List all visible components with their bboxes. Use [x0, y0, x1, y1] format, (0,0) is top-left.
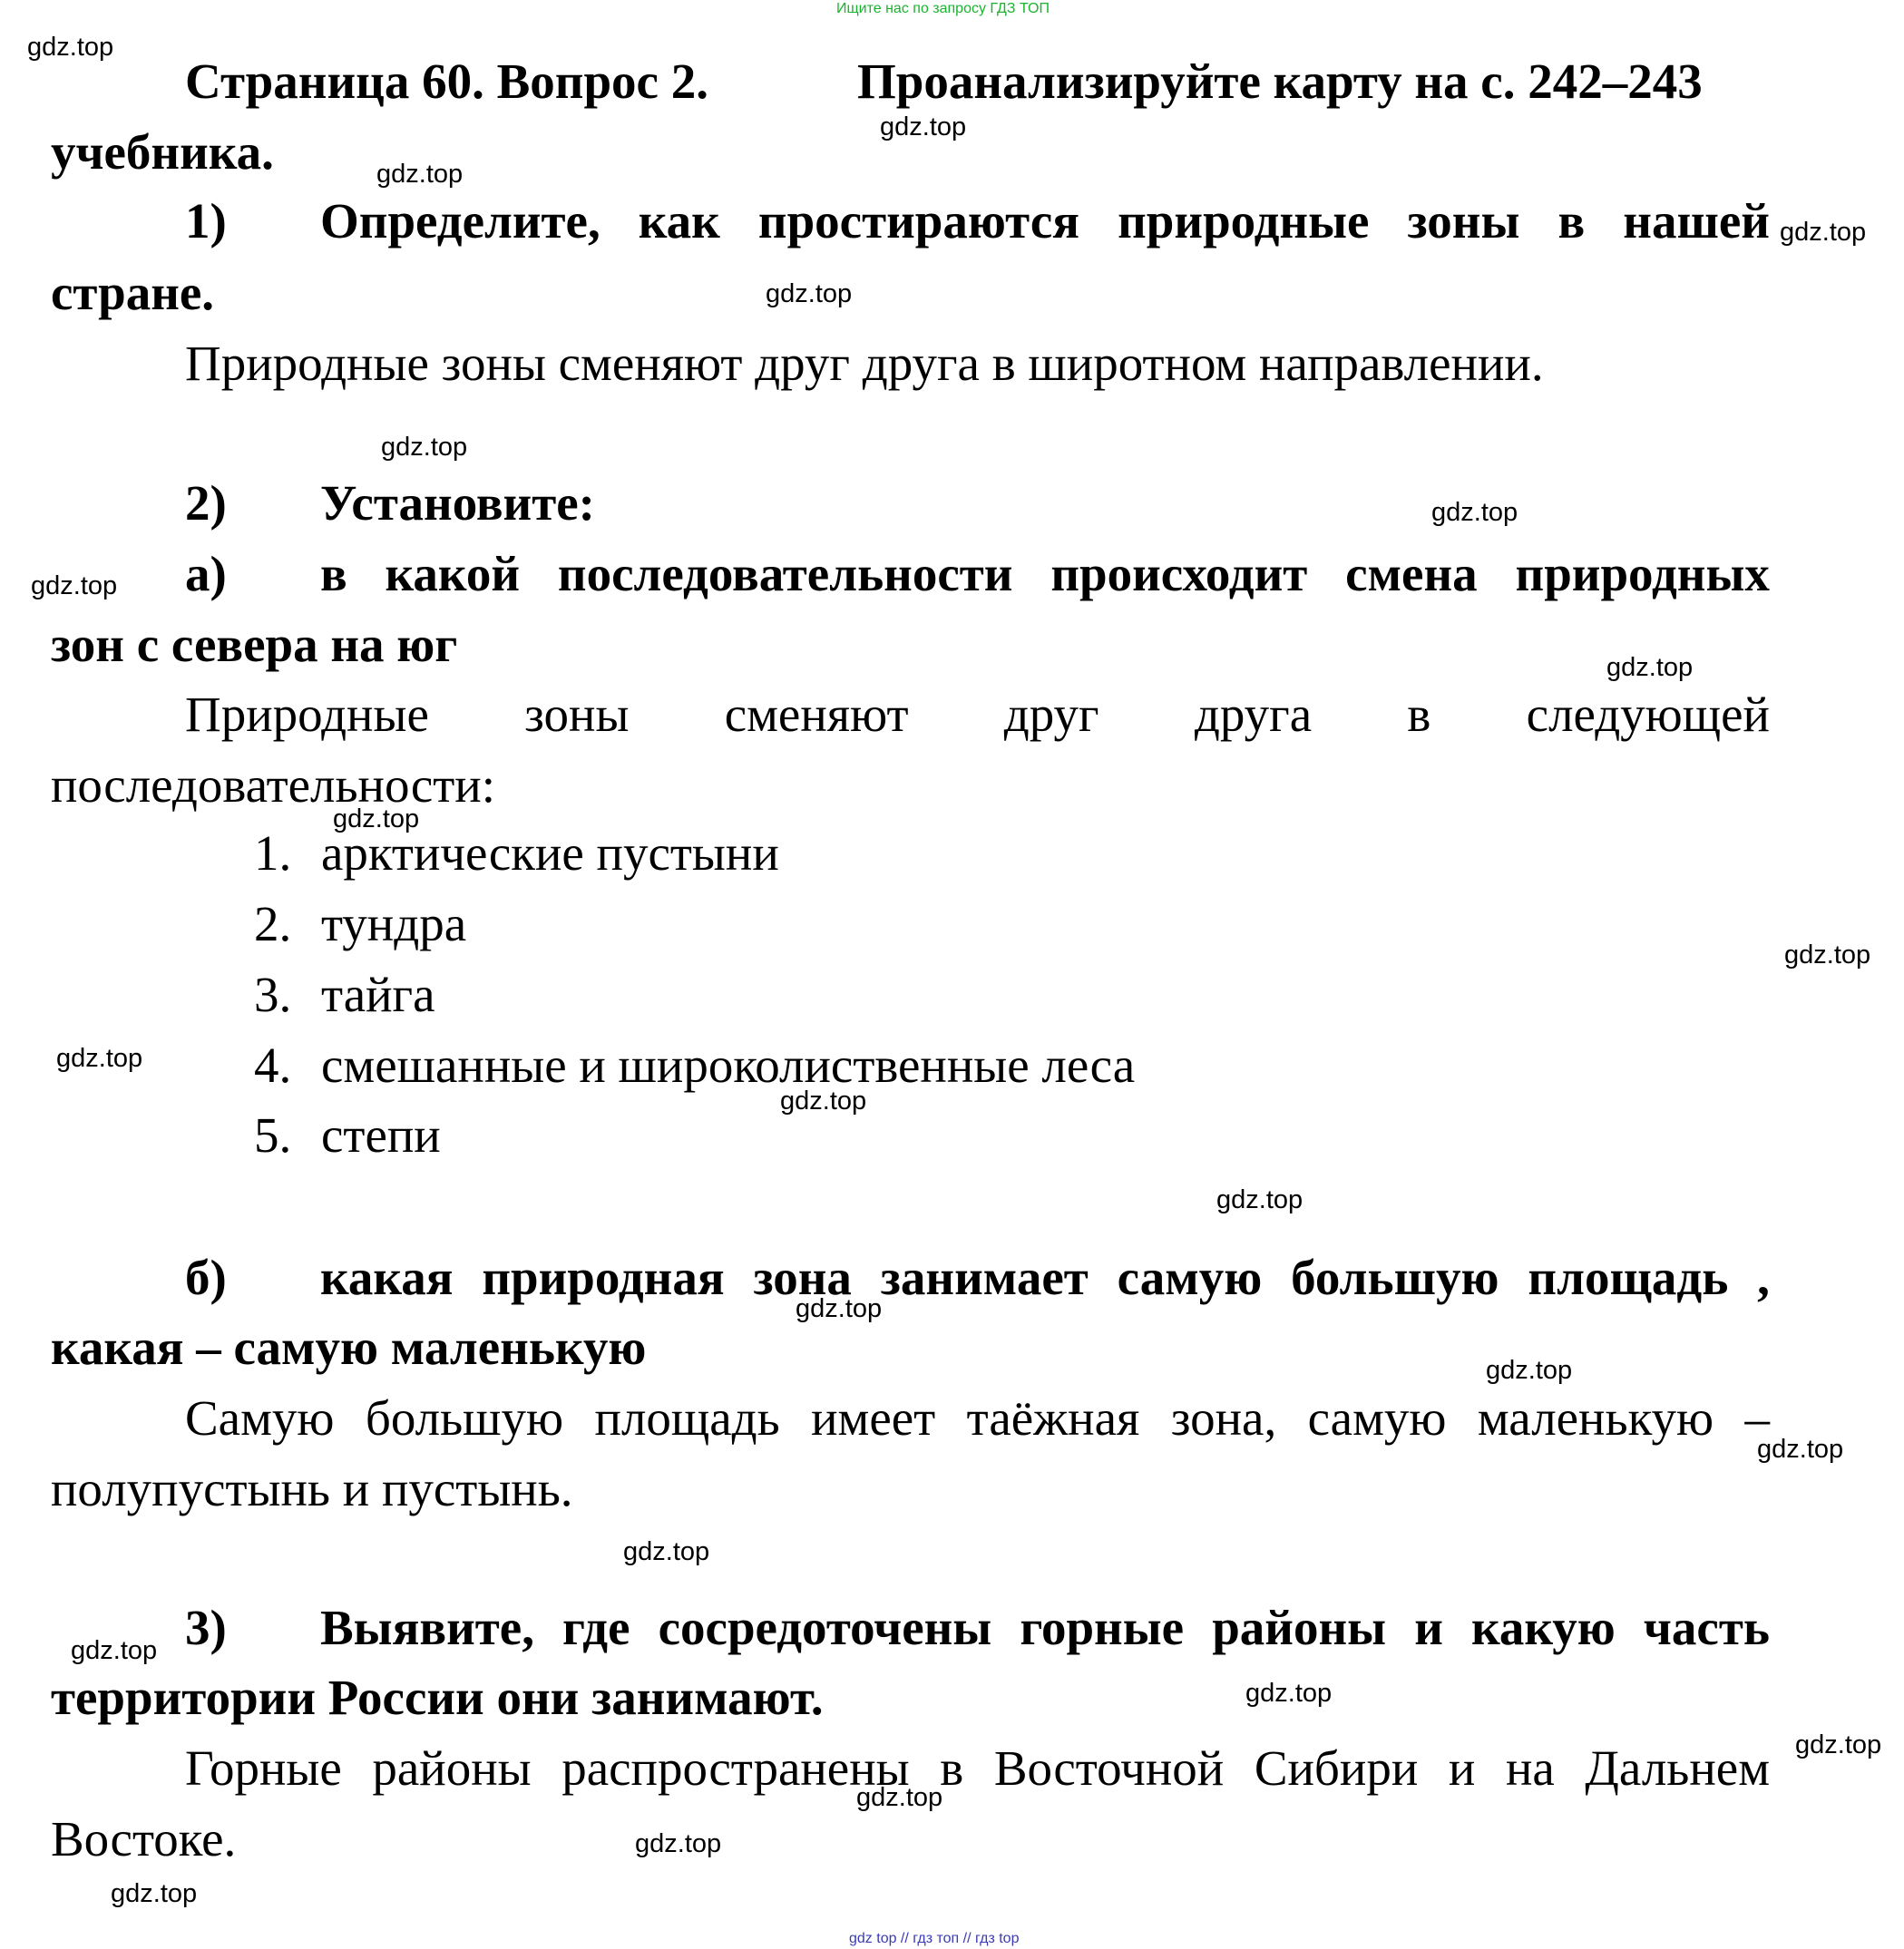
a2a-word: сменяют — [724, 687, 909, 742]
a3-word: Восточной — [993, 1740, 1225, 1796]
watermark: gdz.top — [381, 433, 468, 462]
list-item-text: арктические пустыни — [321, 825, 779, 881]
q2a-word: последовательности — [557, 546, 1013, 601]
list-item-text: тайга — [321, 967, 435, 1022]
a3-word: распространены — [561, 1740, 910, 1796]
a2a-cont: последовательности: — [51, 757, 496, 813]
list-item-number: 5. — [254, 1107, 292, 1163]
q2a-word: смена — [1345, 546, 1478, 601]
q2b-word: природная — [482, 1250, 725, 1305]
q2b-word: занимает — [880, 1250, 1089, 1305]
q2b-word: самую — [1117, 1250, 1263, 1305]
q2a-word: в — [320, 546, 347, 601]
q3-word: и — [1414, 1600, 1443, 1655]
a3-word: в — [940, 1740, 964, 1796]
list-item-number: 2. — [254, 896, 292, 951]
watermark: gdz.top — [1606, 653, 1694, 682]
header-note: Ищите нас по запросу ГДЗ ТОП — [836, 1, 1050, 16]
a2b-word: самую — [1307, 1390, 1447, 1446]
a3-word: и — [1448, 1740, 1476, 1796]
watermark: gdz.top — [56, 1044, 143, 1073]
q1-word: как — [638, 193, 720, 248]
watermark: gdz.top — [376, 160, 464, 189]
q3-text — [320, 1600, 1770, 1655]
a2b-word: большую — [365, 1390, 564, 1446]
title-cont: учебника. — [51, 124, 274, 180]
watermark: gdz.top — [111, 1879, 198, 1908]
a2a-first-line — [185, 687, 1770, 742]
q3-word: районы — [1212, 1600, 1387, 1655]
q2b-word: какая — [320, 1250, 454, 1305]
a3-word: Дальнем — [1585, 1740, 1770, 1796]
q2a-word: какой — [385, 546, 521, 601]
q1-word: в — [1557, 193, 1586, 248]
watermark: gdz.top — [27, 33, 114, 62]
a3-line-2: Востоке. — [51, 1811, 237, 1866]
q3-word: горные — [1020, 1600, 1185, 1655]
watermark: gdz.top — [856, 1783, 943, 1812]
watermark: gdz.top — [766, 279, 853, 308]
q2b-word: большую — [1291, 1250, 1499, 1305]
q3-word: где — [562, 1600, 630, 1655]
q1-cont: стране. — [51, 265, 215, 320]
a2b-word: зона, — [1170, 1390, 1277, 1446]
a2a-word: друг — [1003, 687, 1099, 742]
q2b-text — [320, 1250, 1770, 1305]
q3-word: Выявите, — [320, 1600, 534, 1655]
a2b-word: – — [1744, 1390, 1770, 1446]
q1-word: зоны — [1407, 193, 1520, 248]
watermark: gdz.top — [635, 1829, 722, 1858]
watermark: gdz.top — [1245, 1679, 1333, 1708]
a2b-line-2: полупустынь и пустынь. — [51, 1461, 573, 1516]
a3-word: Сибири — [1254, 1740, 1419, 1796]
list-item-number: 1. — [254, 825, 292, 881]
watermark: gdz.top — [1780, 218, 1867, 247]
list-item-text: тундра — [321, 896, 467, 951]
a3-line-1 — [185, 1740, 1770, 1796]
q3-word: сосредоточены — [658, 1600, 992, 1655]
list-item-text: смешанные и широколиственные леса — [321, 1038, 1136, 1093]
q2-number: 2) — [185, 475, 227, 531]
a2a-word: в — [1407, 687, 1431, 742]
a2b-word: имеет — [811, 1390, 936, 1446]
q2a-word: происходит — [1050, 546, 1308, 601]
a2b-word: Самую — [185, 1390, 335, 1446]
watermark: gdz.top — [71, 1636, 158, 1665]
q3-cont: территории России они занимают. — [51, 1670, 824, 1725]
list-item — [254, 825, 779, 881]
list-item-number: 4. — [254, 1038, 292, 1093]
a2a-word: зоны — [524, 687, 630, 742]
q1-text — [320, 193, 1770, 248]
q2b-cont: какая – самую маленькую — [51, 1320, 647, 1375]
list-item — [254, 1107, 441, 1163]
a3-word: Горные — [185, 1740, 342, 1796]
a2b-word: таёжная — [966, 1390, 1140, 1446]
footer: gdz top // гдз топ // гдз top — [849, 1931, 1020, 1946]
title-left: Страница 60. Вопрос 2. — [185, 54, 708, 109]
list-item — [254, 967, 435, 1022]
watermark: gdz.top — [880, 112, 967, 141]
watermark: gdz.top — [796, 1294, 883, 1323]
q2a-cont: зон с севера на юг — [51, 617, 458, 672]
q2b-number: б) — [185, 1250, 227, 1305]
watermark: gdz.top — [1431, 498, 1518, 527]
a3-word: районы — [372, 1740, 532, 1796]
list-item — [254, 1038, 1136, 1093]
a3-word: на — [1505, 1740, 1555, 1796]
list-item-text: степи — [321, 1107, 441, 1163]
q2a-text — [320, 546, 1770, 601]
q3-word: какую — [1471, 1600, 1616, 1655]
a2a-word: Природные — [185, 687, 429, 742]
a2b-word: маленькую — [1477, 1390, 1714, 1446]
watermark: gdz.top — [623, 1537, 710, 1566]
q2b-word: зона — [753, 1250, 852, 1305]
q2a-number: а) — [185, 546, 227, 601]
a2a-word: друга — [1194, 687, 1313, 742]
watermark: gdz.top — [1757, 1435, 1844, 1464]
watermark: gdz.top — [1795, 1730, 1882, 1759]
list-item-number: 3. — [254, 967, 292, 1022]
watermark: gdz.top — [333, 804, 420, 833]
watermark: gdz.top — [1486, 1356, 1573, 1385]
a1-text: Природные зоны сменяют друг друга в широтном направлении. — [185, 336, 1544, 391]
q2-text: Установите: — [320, 475, 595, 531]
watermark: gdz.top — [1216, 1185, 1304, 1214]
q2b-word: площадь — [1528, 1250, 1729, 1305]
q1-number: 1) — [185, 193, 227, 248]
q2a-word: природных — [1515, 546, 1770, 601]
q1-word: Определите, — [320, 193, 600, 248]
q3-word: часть — [1643, 1600, 1770, 1655]
a2b-word: площадь — [594, 1390, 780, 1446]
q1-word: природные — [1118, 193, 1370, 248]
title-right: Проанализируйте карту на с. 242–243 — [857, 54, 1703, 109]
watermark: gdz.top — [31, 571, 118, 600]
list-item — [254, 896, 467, 951]
q3-number: 3) — [185, 1600, 227, 1655]
q1-word: нашей — [1623, 193, 1770, 248]
q2b-word: , — [1757, 1250, 1770, 1305]
a2a-word: следующей — [1526, 687, 1770, 742]
q1-word: простираются — [757, 193, 1080, 248]
watermark: gdz.top — [780, 1087, 867, 1116]
watermark: gdz.top — [1784, 940, 1871, 970]
a2b-line-1 — [185, 1390, 1770, 1446]
